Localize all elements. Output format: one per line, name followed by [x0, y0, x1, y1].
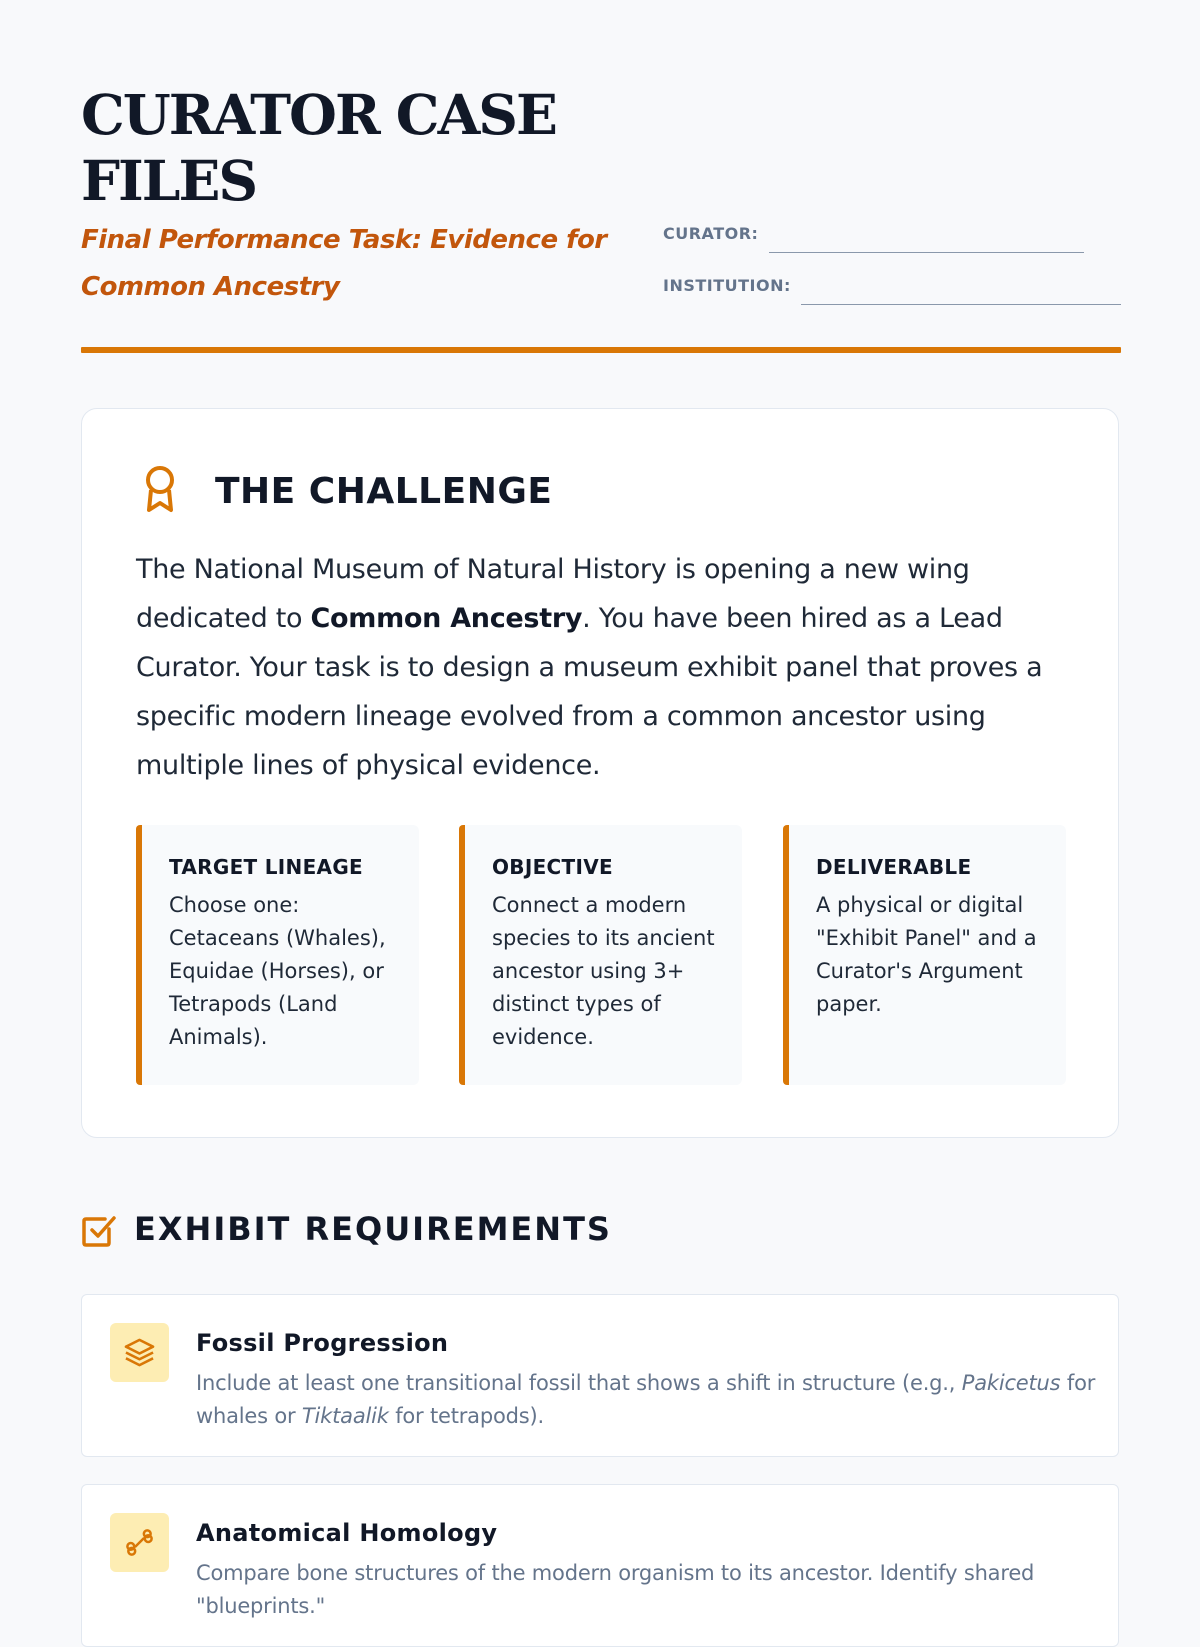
req-desc-text: for tetrapods). — [388, 1404, 544, 1428]
requirement-card — [81, 1484, 1119, 1647]
curator-input-line[interactable] — [769, 252, 1084, 253]
deliverable-text: A physical or digital "Exhibit Panel" and a Curator's Argument paper. — [816, 893, 1037, 1016]
page-title: CURATOR CASE FILES — [81, 82, 556, 213]
page — [81, 0, 1121, 1618]
challenge-info-boxes — [136, 825, 1066, 1085]
objective-title: OBJECTIVE — [492, 855, 613, 879]
checkbox-icon — [81, 1212, 117, 1248]
challenge-description — [136, 545, 1056, 790]
challenge-heading: THE CHALLENGE — [215, 471, 553, 512]
req-desc-italic: Tiktaalik — [301, 1404, 389, 1428]
req-desc-italic: Pakicetus — [961, 1371, 1061, 1395]
institution-label: INSTITUTION: — [663, 276, 791, 295]
requirement-description — [196, 1367, 1096, 1433]
challenge-text-1: The National Museum of Natural History is opening a new wing dedicated to — [136, 554, 970, 634]
requirement-description: Compare bone structures of the modern organism to its ancestor. Identify shared "blueprints." — [196, 1561, 1035, 1618]
challenge-text-2: . You have been hired as a Lead Curator. Your task is to design a museum exhibit panel that proves a specific modern lineage evolved from a common ancestor using multiple lines of physical evidence. — [136, 603, 1043, 781]
award-ribbon-icon — [142, 465, 178, 513]
deliverable-box — [783, 825, 1066, 1085]
layers-icon — [124, 1337, 155, 1368]
challenge-card — [81, 408, 1119, 1138]
requirement-card — [81, 1294, 1119, 1457]
page-subtitle: Final Performance Task: Evidence for Common Ancestry — [81, 225, 607, 302]
target-lineage-box — [136, 825, 419, 1085]
challenge-text-bold: Common Ancestry — [310, 603, 583, 634]
requirement-badge — [110, 1513, 169, 1572]
requirement-title: Anatomical Homology — [196, 1519, 498, 1547]
header — [81, 0, 1121, 355]
req-desc-text: for whales or — [196, 1371, 1096, 1428]
requirement-badge — [110, 1323, 169, 1382]
institution-input-line[interactable] — [801, 304, 1121, 305]
target-lineage-text: Choose one: Cetaceans (Whales), Equidae (Horses), or Tetrapods (Land Animals). — [169, 893, 386, 1049]
requirement-title: Fossil Progression — [196, 1329, 449, 1357]
req-desc-text: Include at least one transitional fossil that shows a shift in structure (e.g., — [196, 1371, 962, 1395]
objective-text: Connect a modern species to its ancient ancestor using 3+ distinct types of evidence. — [492, 893, 715, 1049]
header-divider — [81, 347, 1121, 353]
requirements-heading: EXHIBIT REQUIREMENTS — [134, 1210, 612, 1248]
curator-label: CURATOR: — [663, 224, 759, 243]
requirements-header — [81, 1208, 681, 1248]
target-lineage-title: TARGET LINEAGE — [169, 855, 363, 879]
deliverable-title: DELIVERABLE — [816, 855, 972, 879]
bone-icon — [124, 1527, 155, 1558]
objective-box — [459, 825, 742, 1085]
